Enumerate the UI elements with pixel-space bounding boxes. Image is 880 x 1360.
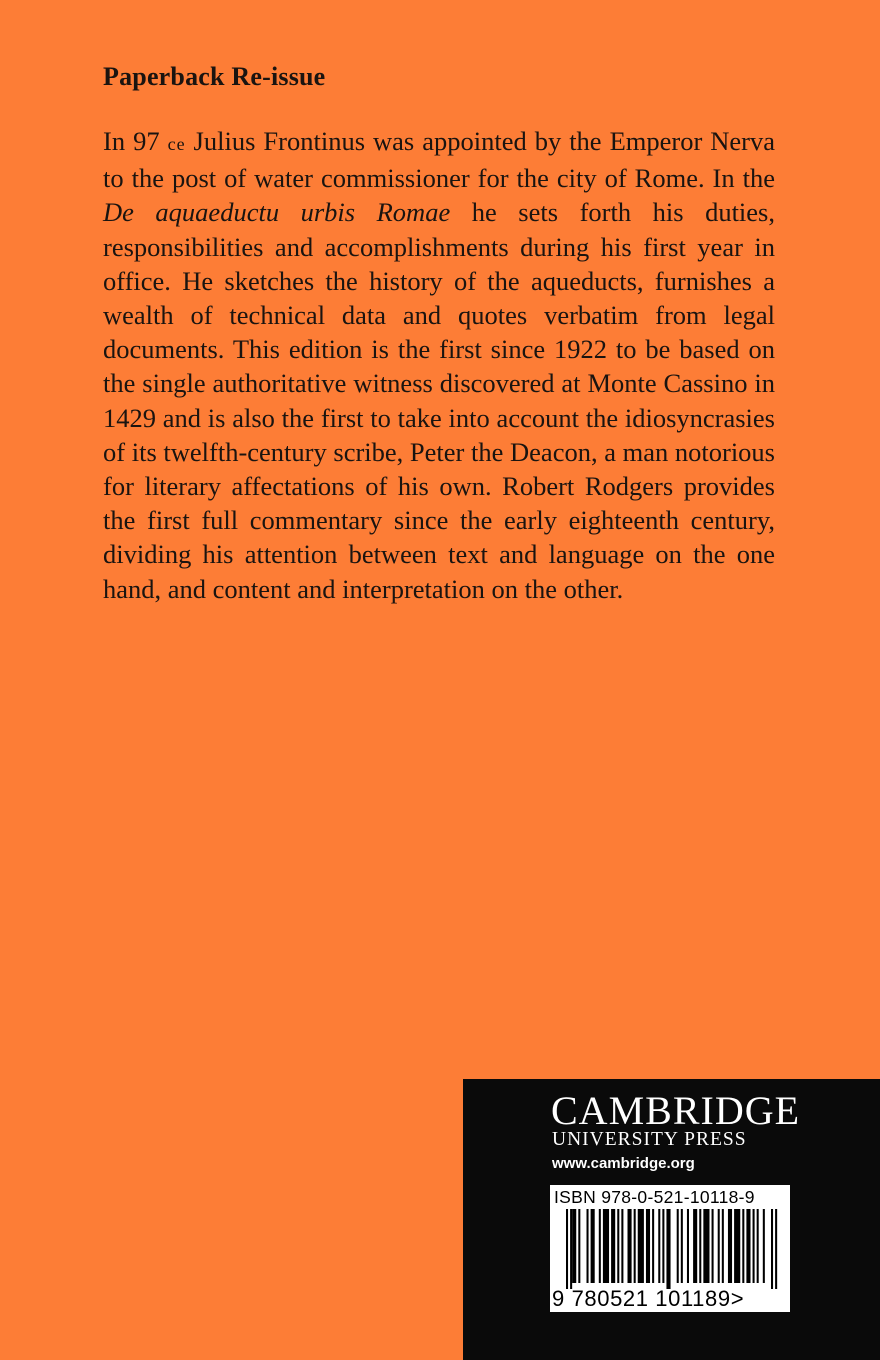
work-title: De aquaeductu urbis Romae bbox=[103, 197, 451, 228]
publisher-name: CAMBRIDGE bbox=[551, 1088, 801, 1133]
era-abbreviation: ce bbox=[167, 134, 186, 154]
ean-left-group: 780521 bbox=[571, 1286, 649, 1311]
barcode-icon bbox=[550, 1209, 790, 1289]
blurb-part-2: Julius Frontinus was appointed by the Emperor Nerva to the post of water commissioner for the city of Rome. In the bbox=[103, 126, 776, 194]
blurb-part-1: In 97 bbox=[103, 126, 168, 156]
blurb-part-3: he sets forth his duties, responsibilities and accomplishments during his first year in office. He sketches the history of the aqueducts, furnishes a wealth of technical data and quotes verbatim from legal documents. This edition is the first since 1922 to be based on the single authoritative witness discovered at Monte Cassino in 1429 and is also the first to take into account the idiosyncrasies of its twelfth-century scribe, Peter the Deacon, a man notorious for literary affectations of his own. Robert Rodgers provides the first full commentary since the early eighteenth century, dividing his attention between text and language on the one hand, and content and interpretation on the other. bbox=[103, 197, 775, 604]
publisher-subtitle: UNIVERSITY PRESS bbox=[552, 1129, 747, 1150]
publisher-box bbox=[463, 1079, 880, 1360]
ean-right-group: 101189 bbox=[655, 1286, 731, 1311]
isbn-label: ISBN 978-0-521-10118-9 bbox=[554, 1187, 755, 1207]
ean-arrow: > bbox=[730, 1286, 745, 1311]
ean-digits bbox=[552, 1286, 744, 1312]
ean-first-digit: 9 bbox=[552, 1286, 565, 1311]
edition-heading: Paperback Re-issue bbox=[103, 62, 326, 91]
barcode-panel bbox=[550, 1185, 790, 1312]
book-description bbox=[103, 124, 775, 606]
publisher-url: www.cambridge.org bbox=[552, 1155, 695, 1172]
